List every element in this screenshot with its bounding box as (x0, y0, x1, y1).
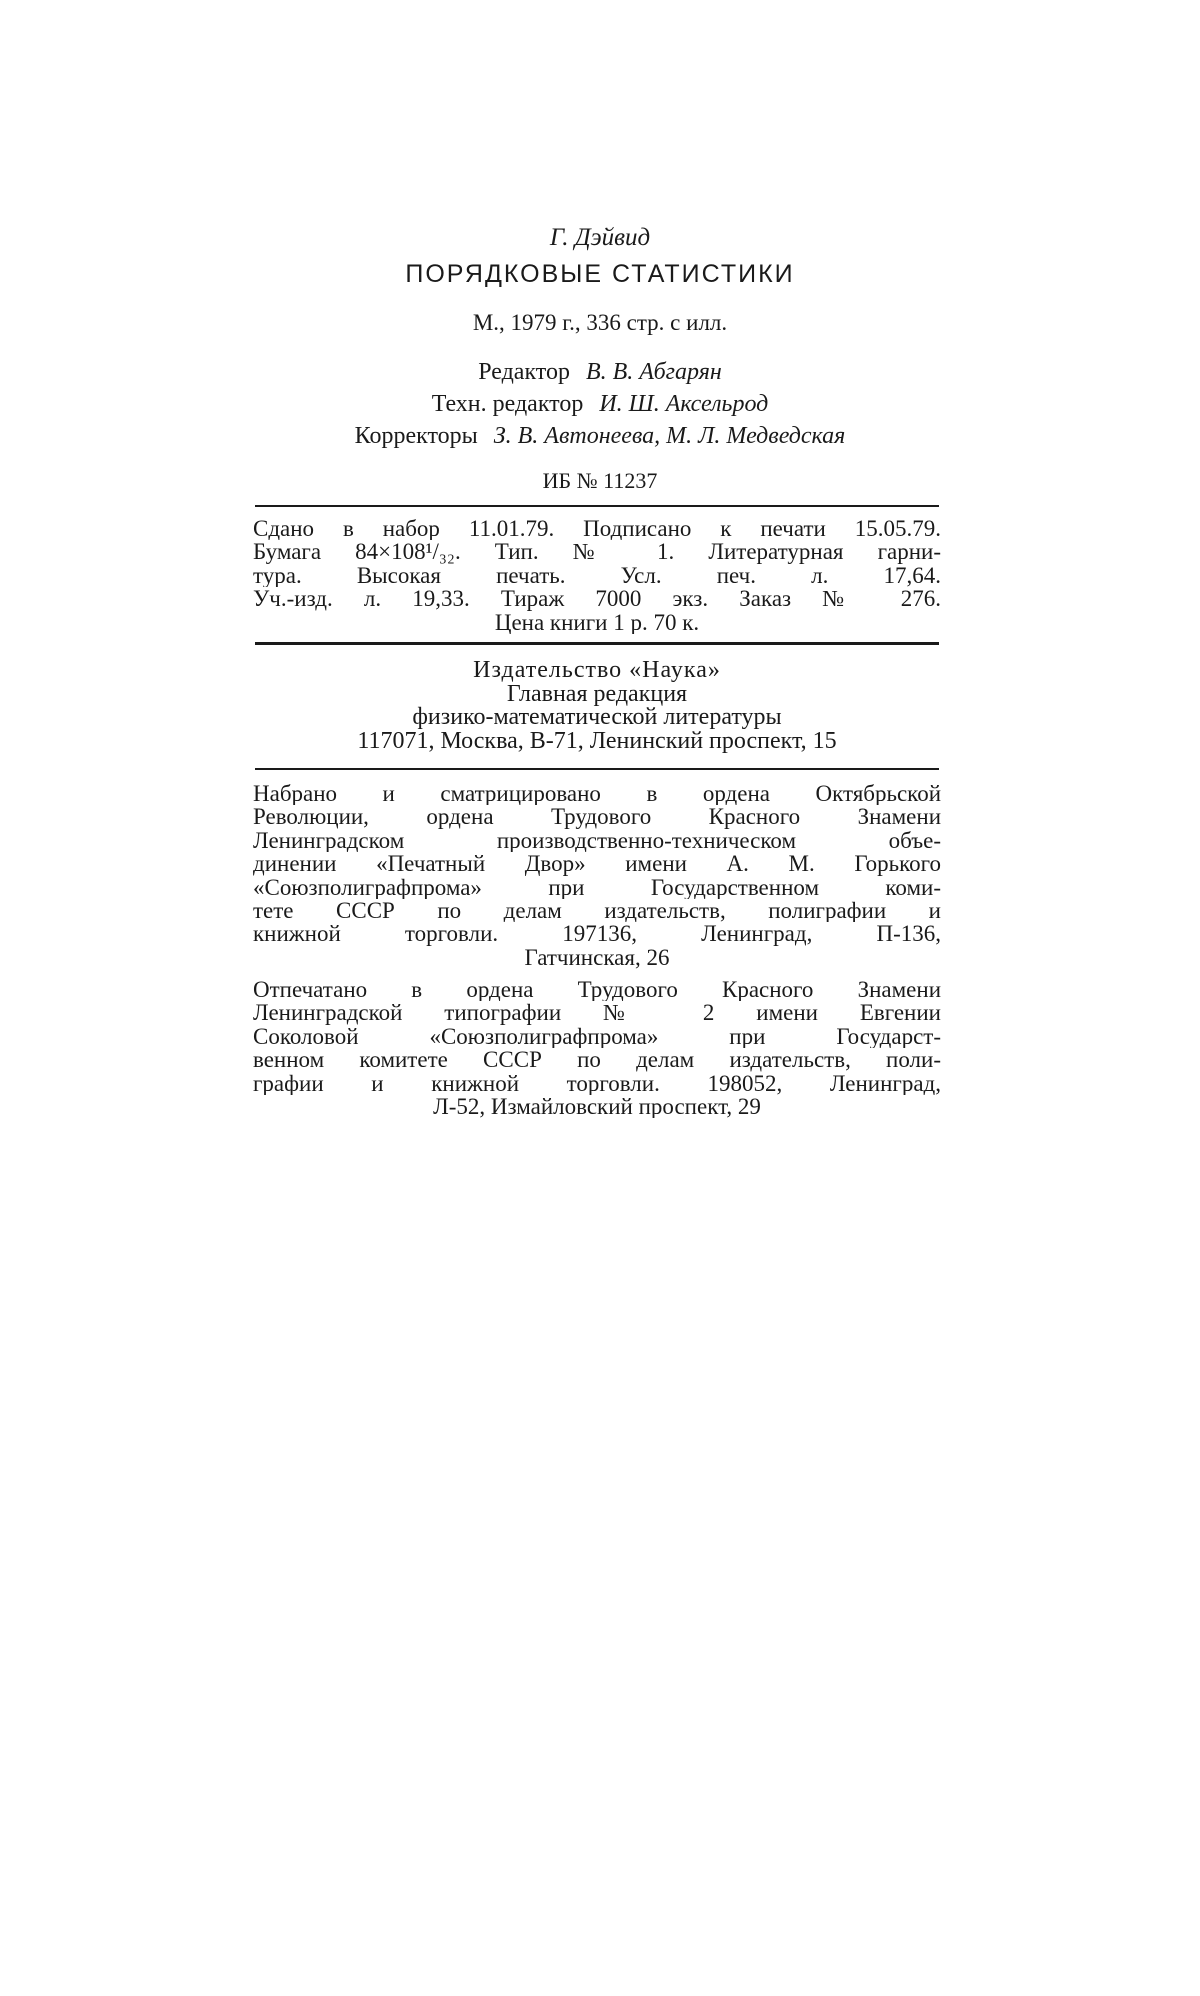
divider-rule (255, 642, 939, 645)
typeset-note-line: Набрано и сматрицировано в ордена Октябрьской (253, 782, 941, 806)
tech-editor-name: И. Ш. Аксельрод (599, 391, 769, 417)
divider-rule (255, 505, 939, 507)
author-name: Г. Дэйвид (549, 224, 651, 251)
proofreaders-label: Корректоры (354, 423, 478, 449)
editor-line (0, 360, 1200, 384)
editor-name: В. В. Абгарян (585, 359, 722, 385)
book-title: ПОРЯДКОВЫЕ СТАТИСТИКИ (405, 260, 795, 288)
printed-note-line: венном комитете СССР по делам издательств, поли- (253, 1048, 941, 1072)
typeset-note-line: «Союзполиграфпрома» при Государственном коми- (253, 875, 941, 899)
print-details-line: Уч.-изд. л. 19,33. Тираж 7000 экз. Заказ № 276. (253, 587, 941, 611)
typeset-note-block (253, 782, 941, 969)
print-details-line: Сдано в набор 11.01.79. Подписано к печати 15.05.79. (253, 517, 941, 541)
typeset-note-line: книжной торговли. 197136, Ленинград, П-136, (253, 922, 941, 946)
tech-editor-line (0, 392, 1200, 416)
typeset-note-line: динении «Печатный Двор» имени А. М. Горького (253, 852, 941, 876)
typeset-note-line: Ленинградском производственно-техническом объе- (253, 828, 941, 853)
print-details-line: Бумага 84×108¹/₃₂. Тип. № 1. Литературная гарни- (253, 540, 941, 564)
proofreaders-names: З. В. Автонеева, М. Л. Медведская (493, 423, 846, 449)
printed-note-line: графии и книжной торговли. 198052, Ленинград, (253, 1071, 941, 1095)
publisher-block (253, 659, 941, 753)
printed-note-block (253, 978, 941, 1118)
printed-note-line: Ленинградской типографии № 2 имени Евгении (253, 1001, 941, 1025)
printed-note-line: Л-52, Измайловский проспект, 29 (433, 1094, 761, 1119)
print-details-line: Цена книги 1 р. 70 к. (494, 610, 700, 634)
print-details-line: тура. Высокая печать. Усл. печ. л. 17,64. (253, 563, 941, 588)
proofreaders-line (0, 424, 1200, 448)
divider-rule (255, 768, 939, 770)
editor-label: Редактор (478, 359, 570, 385)
publisher-line: Главная редакция (506, 680, 688, 707)
typeset-note-line: Революции, ордена Трудового Красного Знамени (253, 805, 941, 829)
typeset-note-line: тете СССР по делам издательств, полиграфии и (253, 898, 941, 923)
publisher-line: физико-математической литературы (412, 704, 782, 730)
typeset-note-line: Гатчинская, 26 (524, 945, 670, 970)
edition-info: М., 1979 г., 336 стр. с илл. (472, 310, 728, 335)
ib-number: ИБ № 11237 (542, 468, 658, 493)
printed-note-line: Отпечатано в ордена Трудового Красного Знамени (253, 978, 941, 1002)
publisher-line: Издательство «Наука» (473, 657, 721, 683)
printed-note-line: Соколовой «Союзполиграфпрома» при Государст- (253, 1024, 941, 1049)
tech-editor-label: Техн. редактор (431, 391, 584, 417)
print-details-block (253, 517, 941, 634)
publisher-line: 117071, Москва, В-71, Ленинский проспект, 15 (357, 727, 837, 754)
